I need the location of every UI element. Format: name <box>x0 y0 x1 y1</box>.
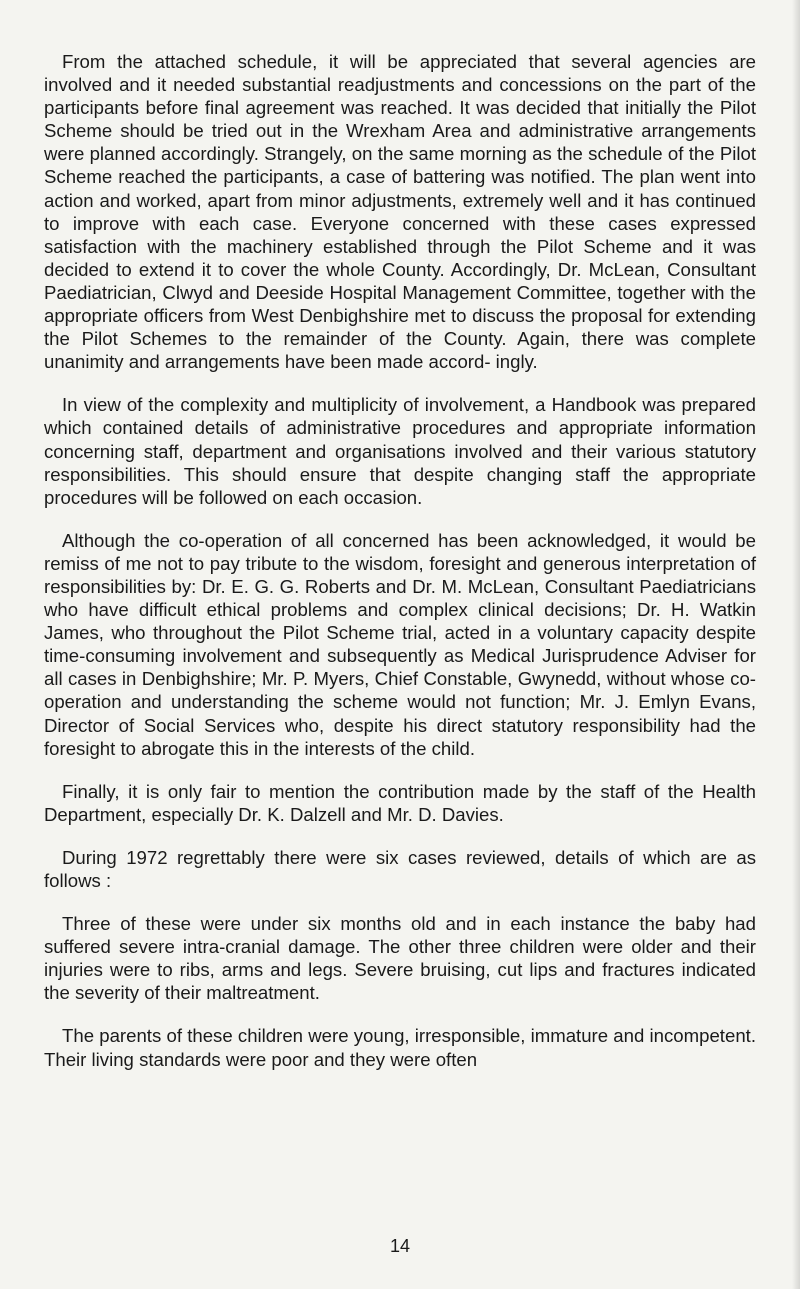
paragraph-case-details: Three of these were under six months old and in each instance the baby had suffered severe intra-cranial damage. The other three children were older and their injuries were to ribs, arms and legs. Severe bruising, cut lips and fractures indicated the severity of their maltreatment. <box>44 913 756 1004</box>
page-number: 14 <box>389 1236 411 1256</box>
paragraph-health-department-staff: Finally, it is only fair to mention the contribution made by the staff of the Health Department, especially Dr. K. Dalzell and Mr. D. Davies. <box>44 780 756 825</box>
paragraph-handbook: In view of the complexity and multiplicity of involvement, a Handbook was prepared which contained details of administrative procedures and appropriate information concerning staff, department and organisations involved and their various statutory responsibilities. This should ensure that despite changing staff the appropriate procedures will be followed on each occasion. <box>44 394 756 508</box>
paragraph-cases-reviewed: During 1972 regrettably there were six cases reviewed, details of which are as follows : <box>44 846 756 891</box>
paragraph-acknowledgements: Although the co-operation of all concerned has been acknowledged, it would be remiss of me not to pay tribute to the wisdom, foresight and generous interpretation of responsibilities by: Dr. E. G. G. Roberts and Dr. M. McLean, Consultant Paediatricians who have difficult ethical problems and complex clinical decisions; Dr. H. Watkin James, who throughout the Pilot Scheme trial, acted in a voluntary capacity despite time-consuming involvement and subsequently as Medical Jurisprudence Adviser for all cases in Denbighshire; Mr. P. Myers, Chief Constable, Gwynedd, without whose co-operation and understanding the scheme would not function; Mr. J. Emlyn Evans, Director of Social Services who, despite his direct statutory responsibility had the foresight to abrogate this in the interests of the child. <box>44 529 756 759</box>
paragraph-parents: The parents of these children were young, irresponsible, immature and incompetent. Their living standards were poor and they were often <box>44 1025 756 1070</box>
paragraph-pilot-scheme: From the attached schedule, it will be appreciated that several agencies are involved and it needed substantial readjustments and concessions on the part of the participants before final agreement was reached. It was decided that initially the Pilot Scheme should be tried out in the Wrexham Area and administrative arrangements were planned accordingly. Strangely, on the same morning as the schedule of the Pilot Scheme reached the participants, a case of battering was notified. The plan went into action and worked, apart from minor adjustments, extremely well and it has continued to improve with each case. Everyone concerned with these cases expressed satisfaction with the machinery established through the Pilot Scheme and it was decided to extend it to cover the whole County. Accordingly, Dr. McLean, Consultant Paediatrician, Clwyd and Deeside Hospital Management Committee, together with the appropriate officers from West Denbighshire met to discuss the proposal for extending the Pilot Schemes to the remainder of the County. Again, there was complete unanimity and arrangements have been made accord- ingly. <box>44 51 756 373</box>
page-edge-shadow <box>792 0 800 1289</box>
